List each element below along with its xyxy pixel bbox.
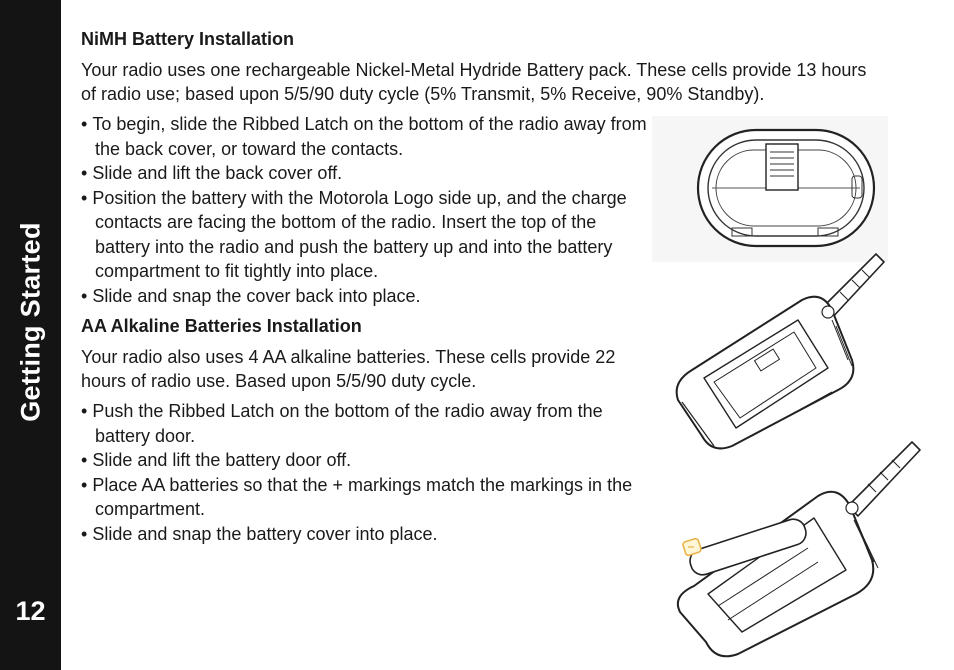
list-item: • Slide and lift the battery door off. [81,448,649,473]
aa-intro: Your radio also uses 4 AA alkaline batteries. These cells provide 22 hours of radio use. Based upon 5/5/90 duty cycle. [81,347,616,391]
nimh-intro: Your radio uses one rechargeable Nickel-Metal Hydride Battery pack. These cells provide 13 hours of radio use; based upon 5/5/90 duty cycle (5% Transmit, 5% Receive, 90% Standby). [81,60,867,104]
page-number: 12 [15,596,46,626]
nimh-heading: NiMH Battery Installation [81,29,295,49]
list-item: • Push the Ribbed Latch on the bottom of the radio away from the battery door. [81,399,649,448]
side-tab [0,0,61,670]
radio-nimh-illustration [652,250,892,455]
list-item: • Place AA batteries so that the + markings match the markings in the compartment. [81,473,649,522]
nimh-steps [81,112,649,308]
list-item: • Slide and snap the battery cover into place. [81,522,649,547]
battery-pack-illustration [652,116,888,262]
aa-heading: AA Alkaline Batteries Installation [81,316,362,336]
list-item: • Slide and lift the back cover off. [81,161,649,186]
radio-aa-illustration [658,436,934,658]
list-item: • To begin, slide the Ribbed Latch on the bottom of the radio away from the back cover, or toward the contacts. [81,112,649,161]
list-item: • Slide and snap the cover back into place. [81,284,649,309]
aa-steps [81,399,649,546]
chapter-title: Getting Started [15,222,46,422]
list-item: • Position the battery with the Motorola Logo side up, and the charge contacts are facing the bottom of the radio. Insert the top of the battery into the radio and push the battery up and into the battery compartment to fit tightly into place. [81,186,649,284]
